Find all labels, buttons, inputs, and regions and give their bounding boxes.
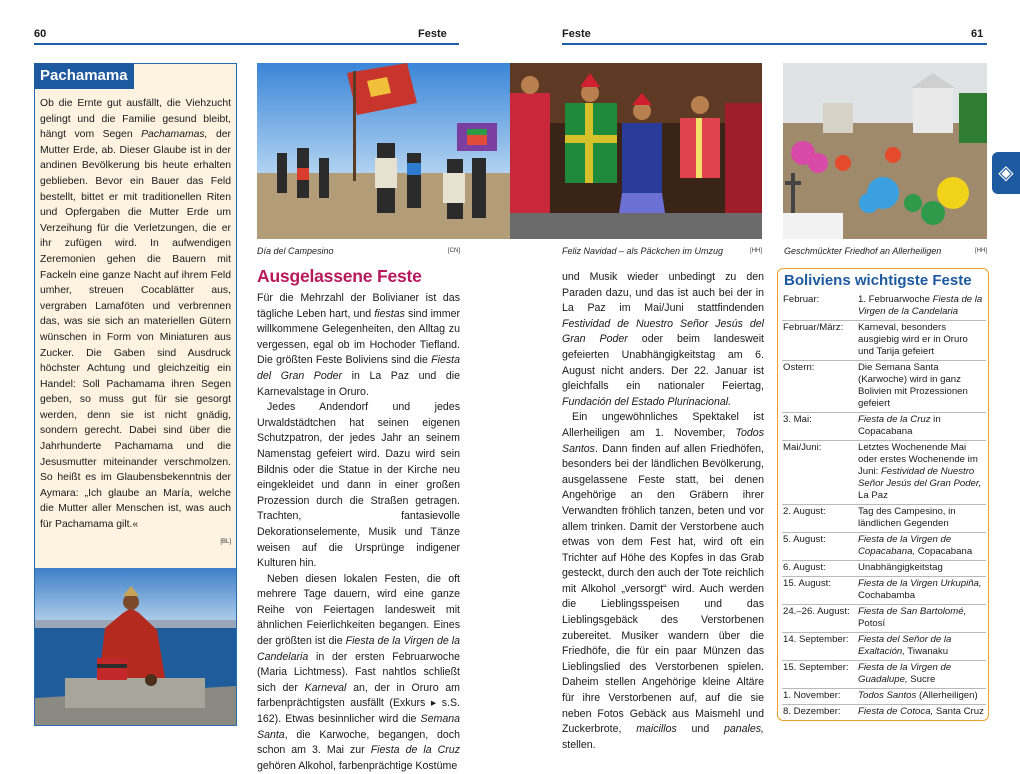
holiday-date: 3. Mai:: [782, 413, 858, 441]
holidays-title: Boliviens wichtigste Feste: [784, 272, 972, 289]
text-run: stellen.: [562, 738, 596, 751]
italic-term: Fiesta de San Bartolomé,: [858, 606, 967, 617]
italic-term: Festividad de Nuestro Señor Jesús del Gran Poder,: [858, 466, 982, 489]
holiday-name: [858, 413, 986, 441]
caption-friedhof: Geschmückter Friedhof an Allerheiligen [HH]: [784, 246, 987, 256]
holiday-date: 5. August:: [782, 533, 858, 561]
text-run: La Paz: [858, 490, 888, 501]
italic-term: Fundación del Estado Plurinacional.: [562, 395, 732, 408]
text-run: Ein ungewöhnliches Spektakel ist Allerheiligen am 1. November,: [562, 411, 764, 439]
holiday-date: Februar/März:: [782, 321, 858, 361]
italic-term: Festividad de Nuestro Señor Jesús del Gran Poder: [562, 317, 764, 346]
article-title: Ausgelassene Feste: [257, 266, 422, 286]
holiday-name: [858, 533, 986, 561]
holiday-row: [782, 561, 986, 577]
text-run: Neben diesen lokalen Festen, die oft mehrere Tage dauern, wird eine ganze Reihe von Feiertagen landesweit mit ähnlichen Feierlichkeiten begangen. Eines der größten ist die: [257, 572, 460, 648]
text-run: sind immer willkommene Gelegenheiten, den Alltag zu vergessen, egal ob im Hochoder Tiefland. Die größten Feste Boliviens sind die: [257, 307, 460, 367]
holiday-name: [858, 361, 986, 413]
holiday-row: [782, 605, 986, 633]
holiday-name: [858, 561, 986, 577]
italic-term: Fiesta de la Virgen de Copacabana,: [858, 534, 952, 557]
globe-icon[interactable]: ◈: [992, 152, 1020, 194]
text-run: in La Paz und die Karnevalstage in Oruro.: [257, 369, 460, 398]
text-run: Karneval, besonders ausgiebig wird er in Oruro und Tarija gefeiert: [858, 322, 968, 357]
holiday-row: [782, 689, 986, 705]
text-run: oder beim landesweit gefeierten Unabhängigkeitstag am 6. August nicht anders. Der 22. Januar ist gleichfalls ein nationaler Feiertag,: [562, 333, 764, 393]
holiday-name: [858, 293, 986, 321]
italic-term: Fiesta de la Cruz: [370, 744, 460, 757]
holiday-date: 24.–26. August:: [782, 605, 858, 633]
italic-term: Fiesta de la Cruz: [858, 414, 931, 425]
text-run: (Allerheiligen): [916, 690, 978, 701]
article-column-2: [562, 270, 764, 753]
holiday-name: [858, 605, 986, 633]
text-run: gehören Alkohol, farbenprächtige Kostüme: [257, 759, 458, 772]
header-rule-right: [562, 43, 987, 45]
pachamama-text: Ob die Ernte gut ausfällt, die Viehzucht gelingt und die Familie gesund bleibt, hängt vom Segen Pachamamas, der Mutter Erde, ab. Dieser Glaube ist in der andinen Bevölkerung bis heute erhalten geblieben. Bevor ein Bauer das Feld bestellt, bittet er mit traditionellen Riten und Opfergaben die Mutter Erde um Verzeihung für die Verletzungen, die er ihr zufügen wird. In aufwendigen Zeremonien gehen die Bauern mit Fackeln eine ganze Nacht auf ihrem Feld umher, streuen Cocablätter aus, vergraben Lamaföten und verbrennen das, was sie sich an materiellen Gütern wünschen in Form von Miniaturen aus Zucker. Die Gaben sind Ausdruck höchster Achtung und gleichzeitig ein Handel: Soll Pachamama ihren Segen geben, so muss gut für sie gesorgt werden, denn sie ist nicht gnädig, sondern gerecht. Dabei sind über die Jahrhunderte Pachamama und die Jesusmutter miteinander verschmolzen. So heißt es im Glaubensbekenntnis der Aymara: „Ich glaube an María, welche die Mutter aller Menschen ist, was auch für Pachamama gilt.« [BL]: [40, 98, 232, 545]
holiday-date: 15. September:: [782, 661, 858, 689]
page-number-left: 60: [34, 28, 47, 40]
holiday-name: [858, 633, 986, 661]
text-run: Potosí: [858, 618, 886, 629]
holiday-row: [782, 361, 986, 413]
text-run: 1. Februarwoche: [858, 294, 933, 305]
text-run: Jedes Andendorf und jedes Urwaldstädtchen hat seinen eigenen Schutzpatron, der jedes Jahr an seinem Namenstag gefeiert wird. Dazu wird sein Bildnis oder die Statue in der Kirche neu eingekleidet und dann in einer großen Prozession durch die Straßen getragen. Trachten, fantasievolle Dekorationselemente, Musik und Tänze weisen auf die Ursprünge indigener Kulturen hin.: [257, 401, 460, 570]
running-title-right: Feste: [562, 28, 591, 40]
caption-feliz-navidad: Feliz Navidad – als Päckchen im Umzug [HH]: [562, 246, 762, 256]
holiday-date: Ostern:: [782, 361, 858, 413]
italic-term: Todos Santos: [858, 690, 917, 701]
holiday-row: [782, 413, 986, 441]
italic-term: fiestas: [374, 307, 405, 320]
text-run: an, der in Oruro am farbenprächtigsten ausfällt (Exkurs ▸ s.S. 162). Etwas besinnlicher wird die: [257, 681, 461, 726]
text-run: Tiwanaku: [904, 646, 949, 657]
italic-term: panales,: [723, 723, 764, 736]
text-run: und Musik wieder unbedingt zu den Paraden dazu, und das ist auch bei der in La Paz im Mai/Juni stattfindenden: [562, 271, 764, 315]
holiday-date: 15. August:: [782, 577, 858, 605]
italic-term: Karneval: [304, 681, 347, 694]
holiday-date: 8. Dezember:: [783, 706, 841, 717]
photo-feliz-navidad: [510, 63, 762, 239]
paragraph: [562, 410, 764, 753]
holiday-name: [858, 661, 986, 689]
italic-term: Fiesta del Señor de la Exaltación,: [858, 634, 952, 657]
text-run: Cochabamba: [858, 590, 916, 601]
paragraph: [562, 270, 764, 410]
header-rule-left: [34, 43, 459, 45]
holiday-row: [782, 661, 986, 689]
italic-term: Semana Santa: [257, 713, 460, 741]
holiday-row: [782, 321, 986, 361]
holidays-table: [782, 293, 986, 720]
holiday-row: [782, 293, 986, 321]
article-column-1: [257, 291, 460, 774]
italic-term: Fiesta de la Virgen de la Candelaria: [858, 294, 983, 317]
text-run: Unabhängigkeitstag: [858, 562, 943, 573]
italic-term: Fiesta de la Virgen de la Candelaria: [257, 635, 461, 663]
holiday-row: [782, 441, 986, 505]
page-number-right: 61: [971, 28, 984, 40]
italic-term: Todos Santos: [562, 426, 764, 455]
text-run: Sucre: [907, 674, 936, 685]
text-run: Letztes Wochenende Mai oder erstes Wochenende im Juni:: [858, 442, 978, 477]
paragraph: [257, 400, 460, 572]
photo-dia-del-campesino: [257, 63, 510, 239]
holiday-row: [782, 577, 986, 605]
text-run: Die Semana Santa (Karwoche) wird in ganz Bolivien mit Prozessionen gefeiert: [858, 362, 968, 409]
holiday-row: [782, 533, 986, 561]
holiday-name: [858, 577, 986, 605]
holiday-date: 14. September:: [782, 633, 858, 661]
holiday-name: [858, 689, 986, 705]
running-title-left: Feste: [418, 28, 447, 40]
text-run: in Copacabana: [858, 414, 941, 437]
text-run: Tag des Campesino, in ländlichen Gegenden: [858, 506, 956, 529]
holiday-name: [858, 441, 986, 505]
holiday-date: 1. November:: [782, 689, 858, 705]
italic-term: maicillos: [636, 723, 677, 736]
holiday-name: [858, 705, 986, 721]
text-run: in der ersten Februarwoche (Maria Lichtmess). Fast nahtlos schließt sich der: [257, 650, 460, 694]
holiday-date: Mai/Juni:: [782, 441, 858, 505]
holiday-name: [858, 505, 986, 533]
italic-term: Fiesta del Gran Poder: [257, 354, 460, 382]
text-run: und: [676, 723, 724, 736]
holiday-row: [782, 505, 986, 533]
holiday-date: Februar:: [782, 293, 858, 321]
holiday-row: [782, 705, 986, 721]
pachamama-title: Pachamama: [34, 63, 134, 89]
holiday-date: 2. August:: [782, 505, 858, 533]
text-run: , die Karwoche, begangen, doch schon am 3. Mai zur: [257, 728, 460, 757]
text-run: Für die Mehrzahl der Bolivianer ist das tägliche Leben hart, und: [257, 292, 460, 320]
italic-term: Fiesta de la Virgen Urkupiña,: [858, 578, 982, 589]
paragraph: [257, 572, 460, 774]
holiday-date: 6. August:: [782, 561, 858, 577]
text-run: Santa Cruz: [933, 706, 984, 717]
text-run: . Dann finden auf allen Friedhöfen, besonders bei der ländlichen Bevölkerung, ausgelassene Feste statt, bei denen Angehörige an den Gräbern ihrer Verwandten fröhlich tanzen, beten und vor allem trinken. Damit der Verstorbene auch etwas von dem Fest hat, wird oft ein Trichter auf Höhe des Kopfes in das Grab gesteckt, durch den auch der Tote reichlich mit Alkohol „versorgt“ wird. Auch werden die Lieblingsspeisen und das Lieblingsgebäck des Verstorbenen zubereitet. Musiker wandern über die Friedhöfe, die für ein paar Münzen das Lieblingslied des Verstorbenen spielen. Daheim stellen Angehörige kleine Altäre für ihre Verstorbenen auf, auf die sie neben Fotos Gebäck aus Maismehl und Zuckerbrote,: [562, 442, 764, 736]
italic-term: Fiesta de Cotoca,: [858, 706, 934, 717]
pachamama-photo: [35, 568, 236, 725]
holiday-name: [858, 321, 986, 361]
caption-dia-del-campesino: Día del Campesino [CN]: [257, 246, 460, 256]
italic-term: Fiesta de la Virgen de Guadalupe,: [858, 662, 952, 685]
photo-friedhof: [783, 63, 987, 239]
holiday-row: [782, 633, 986, 661]
paragraph: [257, 291, 460, 400]
text-run: Copacabana: [915, 546, 973, 557]
pachamama-credit: [BL]: [220, 538, 231, 545]
